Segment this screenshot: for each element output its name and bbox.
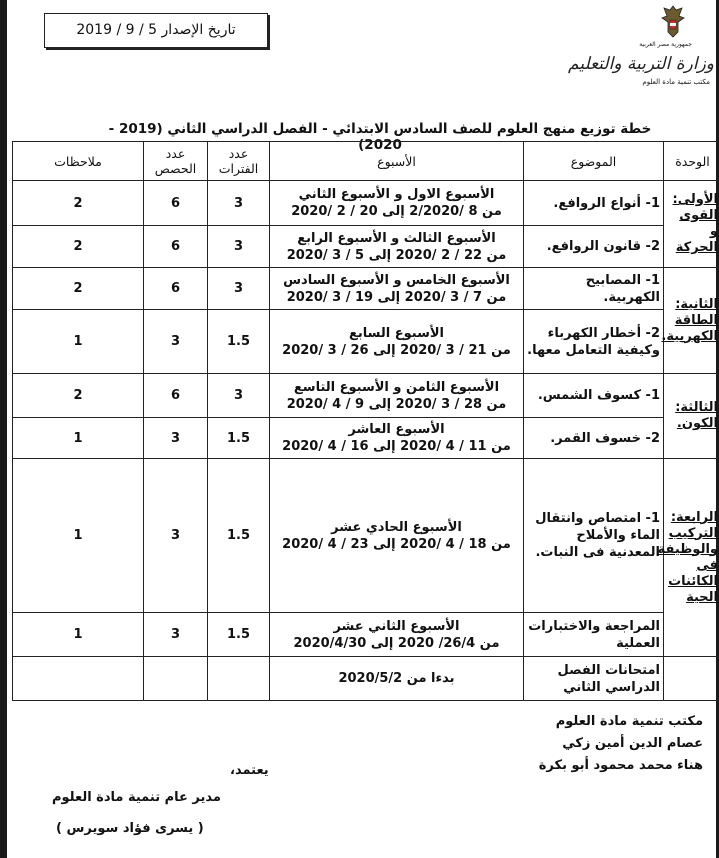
logo-ministry-text: وزارة التربية والتعليم [568, 54, 714, 74]
table-row [13, 374, 719, 418]
logo-office-text: مكتب تنمية مادة العلوم [642, 78, 710, 86]
eagle-emblem-icon [660, 4, 686, 38]
topic-cell: 1- أنواع الروافع. [524, 181, 664, 226]
classes-cell: 6 [144, 268, 208, 310]
header-periods: عدد الفترات [208, 142, 270, 181]
notes-cell: 1 [13, 418, 144, 459]
header-week: الأسبوع [270, 142, 524, 181]
notes-cell: 1 [13, 613, 144, 657]
periods-cell: 3 [208, 268, 270, 310]
table-row [13, 657, 719, 701]
classes-cell: 3 [144, 613, 208, 657]
ministry-logo [568, 4, 718, 88]
week-cell: الأسبوع العاشر من 11 / 4 /2020 إلى 16 / 4 /2020 [270, 418, 524, 459]
topic-cell: المراجعة والاختبارات العملية [524, 613, 664, 657]
periods-cell: 1.5 [208, 613, 270, 657]
director-name: ( يسرى فؤاد سويرس ) [56, 821, 204, 836]
week-cell: الأسبوع الثاني عشر من 26/4/ 2020 إلى 2020/4/30 [270, 613, 524, 657]
topic-cell: 2- أخطار الكهرباء وكيفية التعامل معها. [524, 310, 664, 374]
notes-cell [13, 657, 144, 701]
week-cell: بدءا من 2020/5/2 [270, 657, 524, 701]
topic-cell: 2- قانون الروافع. [524, 226, 664, 268]
classes-cell: 6 [144, 374, 208, 418]
director-title: مدير عام تنمية مادة العلوم [52, 790, 221, 805]
table-row [13, 268, 719, 310]
left-edge-bar [0, 0, 7, 858]
periods-cell: 3 [208, 181, 270, 226]
periods-cell [208, 657, 270, 701]
unit-cell: الرابعة: التركيب والوظيفة فى الكائنات الحية [664, 459, 719, 657]
topic-cell: 1- المصابيح الكهربية. [524, 268, 664, 310]
classes-cell: 6 [144, 181, 208, 226]
curriculum-table [12, 141, 719, 701]
table-row [13, 613, 719, 657]
logo-country-text: جمهورية مصر العربية [639, 41, 692, 48]
week-cell: الأسبوع الثالث و الأسبوع الرابع من 22 / 2 /2020 إلى 5 / 3 /2020 [270, 226, 524, 268]
header-classes: عدد الحصص [144, 142, 208, 181]
classes-cell: 3 [144, 310, 208, 374]
topic-cell: امتحانات الفصل الدراسي الثاني [524, 657, 664, 701]
notes-cell: 2 [13, 226, 144, 268]
header-topic: الموضوع [524, 142, 664, 181]
notes-cell: 2 [13, 374, 144, 418]
table-row [13, 181, 719, 226]
notes-cell: 2 [13, 181, 144, 226]
table-row [13, 459, 719, 613]
periods-cell: 1.5 [208, 310, 270, 374]
notes-cell: 1 [13, 459, 144, 613]
table-row [13, 310, 719, 374]
periods-cell: 3 [208, 226, 270, 268]
week-cell: الأسبوع الثامن و الأسبوع التاسع من 28 / 3 /2020 إلى 9 / 4 /2020 [270, 374, 524, 418]
table-header-row [13, 142, 719, 181]
periods-cell: 1.5 [208, 459, 270, 613]
unit-cell: الثانية: الطاقة الكهربية. [664, 268, 719, 374]
periods-cell: 3 [208, 374, 270, 418]
week-cell: الأسبوع السابع من 21 / 3 /2020 إلى 26 / 3 /2020 [270, 310, 524, 374]
approve-label: يعتمد، [230, 763, 269, 778]
notes-cell: 2 [13, 268, 144, 310]
table-row [13, 418, 719, 459]
week-cell: الأسبوع الخامس و الأسبوع السادس من 7 / 3 /2020 إلى 19 / 3 /2020 [270, 268, 524, 310]
topic-cell: 1- امتصاص وانتقال الماء والأملاح المعدنية فى النبات. [524, 459, 664, 613]
topic-cell: 2- خسوف القمر. [524, 418, 664, 459]
signer-name-1: عصام الدين أمين زكي [562, 736, 703, 751]
header-notes: ملاحظات [13, 142, 144, 181]
classes-cell [144, 657, 208, 701]
classes-cell: 6 [144, 226, 208, 268]
unit-cell: الثالثة: الكون. [664, 374, 719, 459]
periods-cell: 1.5 [208, 418, 270, 459]
office-title: مكتب تنمية مادة العلوم [555, 714, 703, 729]
issue-date-box: تاريخ الإصدار 5 / 9 / 2019 [44, 13, 268, 48]
notes-cell: 1 [13, 310, 144, 374]
table-row [13, 226, 719, 268]
signer-name-2: هناء محمد محمود أبو بكرة [538, 758, 703, 773]
week-cell: الأسبوع الحادي عشر من 18 / 4 /2020 إلى 23 / 4 /2020 [270, 459, 524, 613]
topic-cell: 1- كسوف الشمس. [524, 374, 664, 418]
unit-cell [664, 657, 719, 701]
unit-cell: الأولى: القوى و الحركة [664, 181, 719, 268]
classes-cell: 3 [144, 459, 208, 613]
classes-cell: 3 [144, 418, 208, 459]
plan-title: خطة توزيع منهج العلوم للصف السادس الابتدائي - الفصل الدراسي الثاني (2019 - 2020) [108, 121, 652, 153]
header-unit: الوحدة [664, 142, 719, 181]
week-cell: الأسبوع الاول و الأسبوع الثاني من 8 /2/2020 إلى 20 / 2 /2020 [270, 181, 524, 226]
